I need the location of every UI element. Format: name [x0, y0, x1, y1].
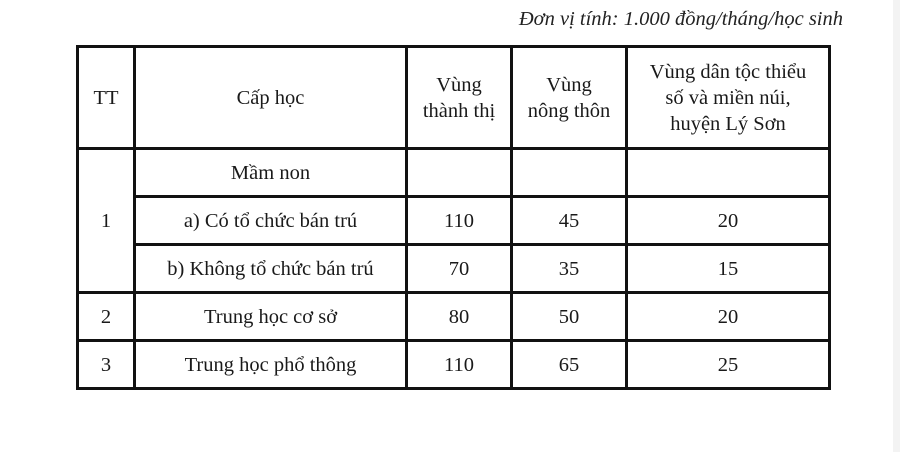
table-row: [78, 341, 830, 389]
header-level: Cấp học: [135, 47, 407, 149]
row-rural: 35: [512, 245, 627, 293]
row-urban: 70: [407, 245, 512, 293]
row-rural: [512, 149, 627, 197]
header-row: [78, 47, 830, 149]
row-mountain: [627, 149, 830, 197]
row-mountain: 25: [627, 341, 830, 389]
row-rural: 45: [512, 197, 627, 245]
row-urban: [407, 149, 512, 197]
header-tt: TT: [78, 47, 135, 149]
page-edge: [893, 0, 900, 452]
row-mountain: 20: [627, 293, 830, 341]
unit-note: Đơn vị tính: 1.000 đồng/tháng/học sinh: [518, 8, 843, 30]
row-level: Trung học phổ thông: [135, 341, 407, 389]
header-mountain: [627, 47, 830, 149]
header-urban-line2: thành thị: [422, 99, 496, 122]
row-tt: 1: [78, 149, 135, 293]
table-row: [78, 293, 830, 341]
row-level: Mầm non: [135, 149, 407, 197]
row-level: b) Không tổ chức bán trú: [135, 245, 407, 293]
header-mountain-line1: Vùng dân tộc thiểu: [649, 60, 807, 83]
header-rural-line1: Vùng: [546, 73, 592, 96]
row-mountain: 15: [627, 245, 830, 293]
row-urban: 110: [407, 197, 512, 245]
header-rural-line2: nông thôn: [527, 99, 611, 122]
row-level: Trung học cơ sở: [135, 293, 407, 341]
row-level: a) Có tổ chức bán trú: [135, 197, 407, 245]
table-row: [78, 149, 830, 197]
header-mountain-line3: huyện Lý Sơn: [670, 112, 786, 135]
header-urban-line1: Vùng: [436, 73, 482, 96]
header-mountain-line2: số và miền núi,: [665, 86, 791, 109]
tuition-fee-table: [76, 45, 831, 390]
header-urban: [407, 47, 512, 149]
row-mountain: 20: [627, 197, 830, 245]
row-rural: 65: [512, 341, 627, 389]
row-tt: 3: [78, 341, 135, 389]
table-row: [78, 197, 830, 245]
row-tt: 2: [78, 293, 135, 341]
row-urban: 110: [407, 341, 512, 389]
header-rural: [512, 47, 627, 149]
row-urban: 80: [407, 293, 512, 341]
row-rural: 50: [512, 293, 627, 341]
table-row: [78, 245, 830, 293]
